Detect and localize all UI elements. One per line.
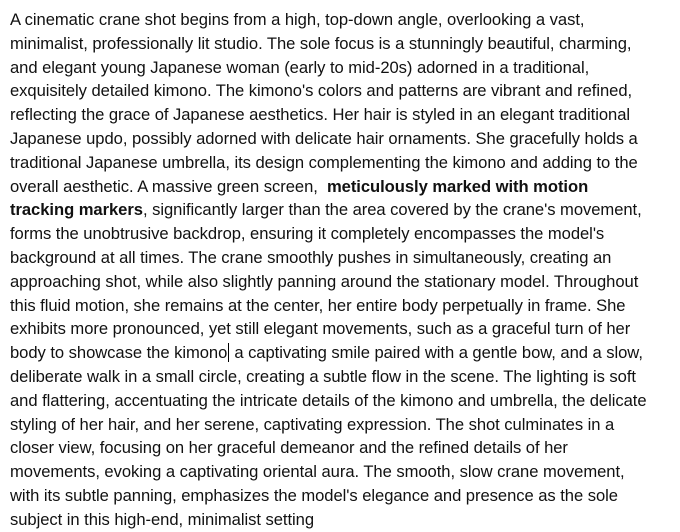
- text-line: forms the unobtrusive backdrop, ensuring it completely encompasses the model's: [10, 224, 605, 244]
- text-line: minimalist, professionally lit studio. The sole focus is a stunningly beautiful, charming,: [10, 33, 632, 53]
- text-line: with its subtle panning, emphasizes the model's elegance and presence as the sole: [10, 485, 618, 505]
- text-run: , significantly larger than the area covered by the crane's movement,: [142, 200, 642, 220]
- text-line: reflecting the grace of Japanese aesthetics. Her hair is styled in an elegant traditional: [10, 105, 631, 125]
- text-line: traditional Japanese umbrella, its design complementing the kimono and adding to the: [10, 152, 638, 172]
- text-line: and flattering, accentuating the intricate details of the kimono and umbrella, the delicate: [10, 390, 647, 410]
- text-line: [10, 198, 674, 222]
- text-line: closer view, focusing on her graceful demeanor and the refined details of her: [10, 438, 568, 458]
- text-line: styling of her hair, and her serene, captivating expression. The shot culminates in a: [10, 414, 615, 434]
- text-line: this fluid motion, she remains at the center, her entire body perpetually in frame. She: [10, 295, 626, 315]
- text-editor-body[interactable]: [10, 8, 674, 532]
- text-line: subject in this high-end, minimalist setting: [10, 509, 315, 529]
- text-line: Japanese updo, possibly adorned with delicate hair ornaments. She gracefully holds a: [10, 128, 638, 148]
- text-line: background at all times. The crane smoothly pushes in simultaneously, creating an: [10, 247, 612, 267]
- bold-text-run: meticulously marked with motion: [326, 176, 589, 196]
- text-run: overall aesthetic. A massive green screen,: [10, 176, 327, 196]
- text-line: approaching shot, while also slightly panning around the stationary model. Throughout: [10, 271, 639, 291]
- text-line: A cinematic crane shot begins from a high, top-down angle, overlooking a vast,: [10, 10, 585, 29]
- bold-text-run: tracking markers: [10, 200, 143, 220]
- text-run: a captivating smile paired with a gentle bow, and a slow,: [229, 343, 643, 363]
- text-run: body to showcase the kimono: [10, 343, 228, 363]
- text-line: exhibits more pronounced, yet still elegant movements, such as a graceful turn of her: [10, 319, 631, 339]
- text-line: deliberate walk in a small circle, creating a subtle flow in the scene. The lighting is soft: [10, 366, 636, 386]
- text-line: movements, evoking a captivating oriental aura. The smooth, slow crane movement,: [10, 462, 625, 482]
- text-line: and elegant young Japanese woman (early to mid-20s) adorned in a traditional,: [10, 57, 590, 77]
- text-line: [10, 341, 674, 365]
- text-line: [10, 175, 674, 199]
- text-line: exquisitely detailed kimono. The kimono's colors and patterns are vibrant and refined,: [10, 81, 633, 101]
